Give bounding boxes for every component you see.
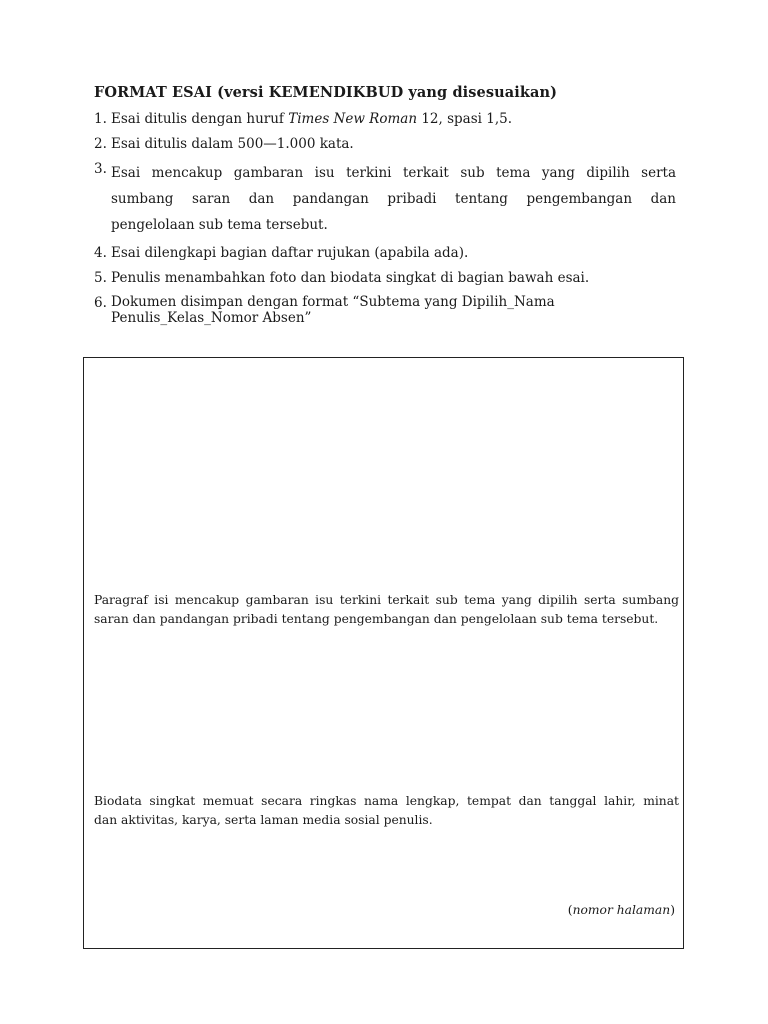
rule-number: 5.	[94, 270, 107, 286]
paren-close: )	[670, 903, 675, 917]
rule-item-2	[94, 135, 676, 154]
rule-item-1	[94, 110, 676, 129]
rule-text	[111, 110, 676, 129]
paren-open: (	[567, 903, 573, 917]
rule-item-5	[94, 269, 676, 288]
essay-template-box	[83, 357, 684, 949]
biodata-paragraph	[94, 792, 679, 830]
rule-number: 2.	[94, 136, 107, 152]
rule-line: pengelolaan sub tema tersebut.	[111, 217, 328, 233]
rule-text: Esai dilengkapi bagian daftar rujukan (apabila ada).	[111, 245, 469, 261]
rule-number: 3.	[94, 161, 107, 177]
rule-number: 1.	[94, 111, 107, 127]
rule-text	[111, 160, 676, 238]
rule-text-part: 12, spasi 1,5.	[417, 111, 512, 127]
rule-line: Penulis_Kelas_Nomor Absen”	[111, 310, 312, 326]
rule-text: Penulis menambahkan foto dan biodata singkat di bagian bawah esai.	[111, 270, 590, 286]
rule-text: Esai ditulis dalam 500—1.000 kata.	[111, 136, 354, 152]
rule-number: 4.	[94, 245, 107, 261]
content-paragraph	[94, 591, 679, 629]
paragraph-line: dan aktivitas, karya, serta laman media sosial penulis.	[94, 813, 433, 827]
rule-line: Esai mencakup gambaran isu terkini terkait sub tema yang dipilih serta	[111, 165, 676, 181]
rule-item-3	[94, 160, 676, 238]
paragraph-line: Paragraf isi mencakup gambaran isu terkini terkait sub tema yang dipilih serta sumbang	[94, 593, 679, 607]
rule-item-4	[94, 244, 676, 263]
page-title: FORMAT ESAI (versi KEMENDIKBUD yang disesuaikan)	[94, 84, 558, 101]
rule-line: sumbang saran dan pandangan pribadi tentang pengembangan dan	[111, 191, 676, 207]
format-rules-list	[94, 110, 676, 332]
paragraph-line: Biodata singkat memuat secara ringkas nama lengkap, tempat dan tanggal lahir, minat	[94, 794, 679, 808]
paragraph-line: saran dan pandangan pribadi tentang pengembangan dan pengelolaan sub tema tersebut.	[94, 612, 659, 626]
page-number-label: nomor halaman	[572, 903, 671, 917]
rule-line: Dokumen disimpan dengan format “Subtema yang Dipilih_Nama	[111, 294, 555, 310]
page-number-placeholder	[568, 903, 675, 917]
rule-text	[111, 294, 676, 326]
rule-number: 6.	[94, 295, 107, 311]
font-name-italic: Times New Roman	[288, 111, 418, 127]
rule-item-6	[94, 294, 676, 326]
rule-text-part: Esai ditulis dengan huruf	[111, 111, 289, 127]
